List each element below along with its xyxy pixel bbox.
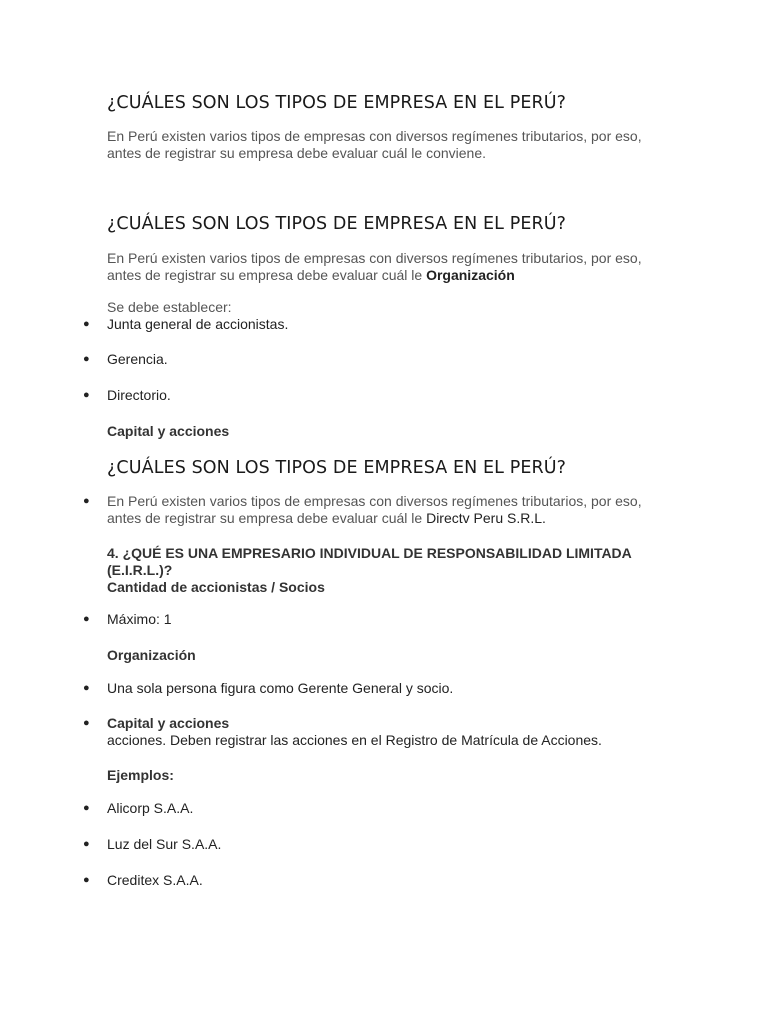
section2-intro: Se debe establecer:: [107, 299, 232, 315]
section3-bullet-line2-dark: Directv Peru S.R.L.: [426, 510, 546, 526]
list-item-text: Luz del Sur S.A.A.: [107, 836, 222, 852]
bullet-icon: ●: [83, 495, 90, 507]
section2-para-line1: En Perú existen varios tipos de empresas con diversos regímenes tributarios, por eso,: [107, 250, 642, 266]
organization-subheading: Organización: [107, 647, 196, 663]
section1-paragraph: [107, 128, 667, 162]
section1-heading: ¿CUÁLES SON LOS TIPOS DE EMPRESA EN EL PERÚ?: [107, 93, 567, 113]
section1-para-line2: antes de registrar su empresa debe evaluar cuál le conviene.: [107, 145, 486, 161]
bullet-icon: ●: [83, 613, 90, 625]
section3-bullet-line2: [107, 510, 667, 527]
question-heading: [107, 545, 632, 596]
bullet-icon: ●: [83, 717, 90, 729]
question-line1: 4. ¿QUÉ ES UNA EMPRESARIO INDIVIDUAL DE RESPONSABILIDAD LIMITADA: [107, 545, 632, 561]
list-item-text: Máximo: 1: [107, 611, 172, 627]
question-line2: (E.I.R.L.)?: [107, 562, 173, 578]
question-line3: [107, 579, 632, 596]
list-item-text: Una sola persona figura como Gerente General y socio.: [107, 680, 454, 696]
section1-para-line1: En Perú existen varios tipos de empresas con diversos regímenes tributarios, por eso,: [107, 128, 642, 144]
bullet-icon: ●: [83, 874, 90, 886]
section2-subheading: Capital y acciones: [107, 423, 230, 439]
bullet-icon: ●: [83, 353, 90, 365]
list-item-text: Directorio.: [107, 387, 171, 403]
list-item-text: Alicorp S.A.A.: [107, 800, 194, 816]
list-item-text: Gerencia.: [107, 351, 168, 367]
list-item-text: Junta general de accionistas.: [107, 316, 289, 332]
list-item-text: [107, 715, 667, 749]
section3-bullet-line1: En Perú existen varios tipos de empresas con diversos regímenes tributarios, por eso,: [107, 493, 642, 509]
examples-subheading: Ejemplos:: [107, 767, 174, 783]
section2-para-line2-bold: Organización: [426, 267, 515, 283]
bullet-icon: ●: [83, 802, 90, 814]
bullet-icon: ●: [83, 682, 90, 694]
bullet-icon: ●: [83, 318, 90, 330]
section2-paragraph: [107, 250, 667, 284]
capital-bullet-text: acciones. Deben registrar las acciones en el Registro de Matrícula de Acciones.: [107, 732, 602, 748]
section3-bullet-line2-text: antes de registrar su empresa debe evaluar cuál le: [107, 510, 427, 526]
section2-para-line2-text: antes de registrar su empresa debe evaluar cuál le: [107, 267, 427, 283]
question-line3-bold: Cantidad de accionistas: [107, 579, 268, 595]
list-item-text: Creditex S.A.A.: [107, 872, 203, 888]
capital-bullet-title: Capital y acciones: [107, 715, 230, 731]
bullet-icon: ●: [83, 389, 90, 401]
section2-para-line2: [107, 267, 667, 284]
list-item-text: [107, 493, 667, 527]
section2-heading: ¿CUÁLES SON LOS TIPOS DE EMPRESA EN EL PERÚ?: [107, 214, 567, 234]
section3-heading: ¿CUÁLES SON LOS TIPOS DE EMPRESA EN EL PERÚ?: [107, 458, 567, 478]
bullet-icon: ●: [83, 838, 90, 850]
question-line3-rest: / Socios: [267, 579, 325, 595]
